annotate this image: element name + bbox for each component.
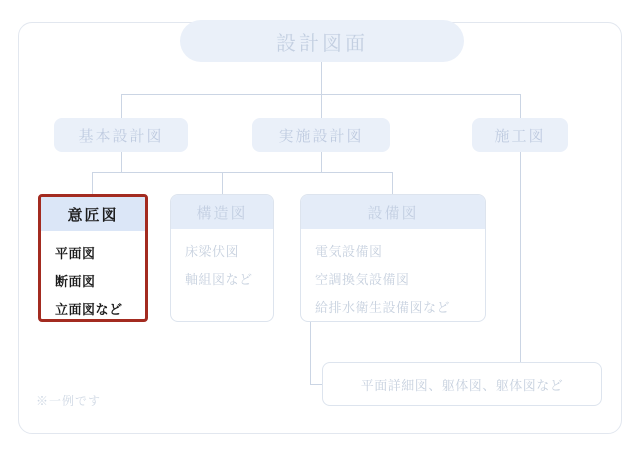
connector-bottom-left <box>310 384 322 385</box>
box-shousai <box>322 362 602 406</box>
node-root-label: 設計図面 <box>276 32 368 55</box>
list-item: 軸組図など <box>185 272 253 287</box>
node-jisshi-sekkeizu-label: 実施設計図 <box>278 127 364 145</box>
connector-kihon-down <box>121 152 122 172</box>
connector-to-sekou <box>520 94 521 118</box>
connector-to-kihon <box>121 94 122 118</box>
note-example: ※一例です <box>36 394 102 408</box>
node-sekouzu-label: 施工図 <box>494 127 546 145</box>
node-sekouzu <box>472 118 568 152</box>
group-ishouzu <box>38 194 148 322</box>
group-setsubizu-body <box>301 229 485 322</box>
node-jisshi-sekkeizu <box>252 118 390 152</box>
list-item: 立面図など <box>55 302 123 317</box>
list-item: 平面図 <box>55 246 96 261</box>
box-shousai-label: 平面詳細図、躯体図、躯体図など <box>360 377 564 393</box>
group-setsubizu <box>300 194 486 322</box>
group-kouzouzu-body <box>171 229 273 298</box>
group-ishouzu-header: 意匠図 <box>41 197 145 231</box>
list-item: 給排水衛生設備図など <box>315 300 451 315</box>
connector-to-setsubi <box>392 172 393 194</box>
list-item: 電気設備図 <box>315 244 383 259</box>
group-ishouzu-body <box>41 231 145 322</box>
connector-bus-mid <box>92 172 392 173</box>
list-item: 空調換気設備図 <box>315 272 410 287</box>
connector-sekou-down <box>520 152 521 384</box>
node-kihon-sekkeizu <box>54 118 188 152</box>
node-kihon-sekkeizu-label: 基本設計図 <box>78 127 164 145</box>
list-item: 断面図 <box>55 274 96 289</box>
connector-bottom-riser <box>310 320 311 384</box>
connector-root-down <box>321 62 322 94</box>
connector-jisshi-down <box>321 152 322 172</box>
list-item: 床梁伏図 <box>185 244 240 259</box>
group-setsubizu-header: 設備図 <box>301 195 485 229</box>
connector-to-jisshi <box>321 94 322 118</box>
connector-to-kouzou <box>222 172 223 194</box>
group-kouzouzu-header: 構造図 <box>171 195 273 229</box>
node-root <box>180 20 464 62</box>
connector-to-ishou <box>92 172 93 194</box>
group-kouzouzu <box>170 194 274 322</box>
